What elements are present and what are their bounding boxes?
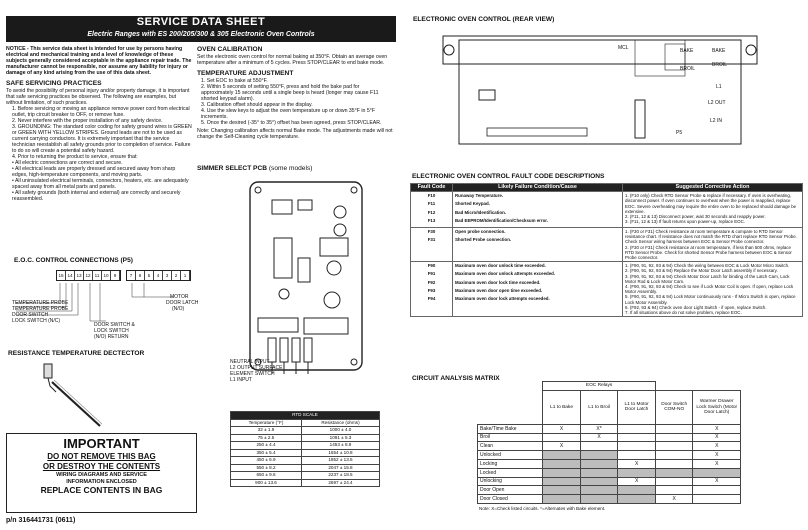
matrix-column-header: L1 to Bake bbox=[543, 390, 581, 424]
matrix-row-label: Locking bbox=[478, 459, 543, 468]
matrix-cell bbox=[543, 433, 581, 442]
matrix-corner bbox=[478, 390, 543, 424]
important-box bbox=[6, 433, 197, 513]
connector-pin: 14 bbox=[66, 271, 75, 280]
fault-cause: Runaway Temperature. bbox=[455, 193, 503, 199]
rtd-probe-drawing bbox=[40, 360, 120, 430]
fault-action: 2. (F30 or F31) Check resistance at room temperature, if less than 500 ohms, replace RTD Sensor Probe. Check for shorted Sensor Probe harness between EOC & Sensor Probe connector. bbox=[625, 244, 792, 261]
no-label: (N/O) bbox=[172, 306, 185, 312]
fault-cause: Maximum oven door unlock time exceeded. bbox=[455, 263, 546, 269]
fault-action: 1. (F30 or F31) Check resistance at room temperature & compare to RTD Sensor resistance chart. If resistance does not match the RTD chart replace RTD Sensor Probe. Check Sensor wiring harness between EOC & Sensor Probe connector. bbox=[625, 229, 797, 245]
matrix-cell: X bbox=[543, 442, 581, 451]
simmer-title bbox=[197, 165, 312, 173]
matrix-column-header: Door Switch COM-NO bbox=[655, 390, 693, 424]
matrix-cell: X bbox=[618, 459, 656, 468]
matrix-cell bbox=[655, 433, 693, 442]
important-line4: INFORMATION ENCLOSED bbox=[66, 478, 137, 485]
matrix-cell: X bbox=[655, 495, 693, 504]
safe-item: 4. Prior to returning the product to service, ensure that: bbox=[12, 154, 138, 160]
matrix-cell: X bbox=[618, 477, 656, 486]
rtd-row bbox=[231, 479, 380, 487]
eoc-connections-title: E.O.C. CONTROL CONNECTIONS (P5) bbox=[14, 257, 133, 264]
matrix-cell bbox=[655, 451, 693, 460]
matrix-row-label: Unlocking bbox=[478, 477, 543, 486]
matrix-row-label: Door Open bbox=[478, 486, 543, 495]
connector-pin: 3 bbox=[163, 271, 172, 280]
matrix-cell: X* bbox=[580, 424, 618, 433]
matrix-row bbox=[478, 495, 741, 504]
sheet-title: SERVICE DATA SHEET bbox=[136, 16, 266, 28]
matrix-cell bbox=[543, 459, 581, 468]
temp-adjust-items bbox=[197, 78, 393, 126]
fault-causes-cell bbox=[453, 192, 623, 228]
fault-group-row bbox=[411, 192, 803, 228]
matrix-row-label: Bake/Time Bake bbox=[478, 424, 543, 433]
matrix-cell bbox=[543, 477, 581, 486]
rtd-res-cell: 1091 ± 5.3 bbox=[302, 434, 380, 442]
matrix-cell bbox=[693, 468, 741, 477]
connector-pin: 1 bbox=[181, 271, 190, 280]
matrix-cell bbox=[580, 442, 618, 451]
matrix-group-header-row bbox=[478, 382, 741, 391]
rtd-row bbox=[231, 457, 380, 465]
eoc-connector-right bbox=[126, 270, 191, 281]
matrix-cell: X bbox=[693, 442, 741, 451]
connector-pin: 13 bbox=[75, 271, 84, 280]
notice-block bbox=[6, 46, 192, 202]
fault-cause: Shorted Probe connection. bbox=[455, 237, 512, 243]
lock-switch-label: LOCK SWITCH (N/C) bbox=[12, 318, 61, 324]
fault-cause: Shorted Keypad. bbox=[455, 201, 490, 207]
door-switch-2-label: DOOR SWITCH & bbox=[94, 322, 135, 328]
rtd-scale-title: RTD SCALE bbox=[231, 412, 380, 420]
matrix-cell bbox=[693, 486, 741, 495]
rtd-res-cell: 2047 ± 15.8 bbox=[302, 464, 380, 472]
connector-pin: 9 bbox=[111, 271, 120, 280]
fault-action: 7. If all situations above do not solve problem, replace EOC. bbox=[625, 310, 742, 316]
temp-adjust-note: Note: Changing calibration affects normal Bake mode. The adjustments made will not change the Self-Cleaning cycle temperature. bbox=[197, 128, 393, 140]
fault-cause: Open probe connection. bbox=[455, 229, 506, 235]
rtd-scale-table bbox=[230, 411, 380, 487]
fault-action: 2. (F11, 12 & 13) Disconnect power, wait 30 seconds and reapply power. bbox=[625, 214, 766, 220]
fault-code: F13 bbox=[427, 217, 436, 223]
circuit-matrix-table bbox=[477, 381, 741, 504]
matrix-cell bbox=[580, 477, 618, 486]
fault-code: F11 bbox=[427, 201, 436, 207]
matrix-cell bbox=[580, 451, 618, 460]
matrix-row bbox=[478, 459, 741, 468]
fault-body bbox=[411, 192, 803, 317]
matrix-row-label: Unlocked bbox=[478, 451, 543, 460]
mcl-label: MCL bbox=[618, 45, 629, 51]
matrix-spacer bbox=[693, 382, 741, 391]
rtd-res-cell: 1654 ± 10.8 bbox=[302, 449, 380, 457]
rtd-row bbox=[231, 464, 380, 472]
fault-action: 1. (F90, 91, 92, 93 & 94) Check the wiring between EOC & Lock Motor Micro Switch. bbox=[625, 263, 790, 269]
eoc-rear-title: ELECTRONIC OVEN CONTROL (REAR VIEW) bbox=[413, 16, 555, 23]
rtd-temp-cell: 900 ± 13.6 bbox=[231, 479, 302, 487]
fault-group-row bbox=[411, 262, 803, 317]
notice-label: NOTICE - bbox=[6, 46, 29, 52]
fault-code: F10 bbox=[427, 193, 436, 199]
fault-cause: Bad EEPROM/Identification/Checksum error. bbox=[455, 217, 548, 223]
rtd-res-cell: 2697 ± 24.4 bbox=[302, 479, 380, 487]
broil-term-label: BROIL bbox=[712, 62, 728, 68]
important-line3: WIRING DIAGRAMS AND SERVICE bbox=[56, 472, 147, 478]
l1-label: L1 bbox=[716, 84, 722, 90]
fault-col-code: Fault Code bbox=[411, 184, 453, 192]
circuit-note: Note: X=Check listed circuits. *=Alternates with Bake element. bbox=[479, 506, 606, 511]
rtd-temp-cell: 450 ± 6.9 bbox=[231, 457, 302, 465]
temp-adjust-item: 4. Use the slew keys to adjust the oven temperature up or down 35°F in 5°F increments. bbox=[201, 108, 375, 120]
connector-pin: 12 bbox=[84, 271, 93, 280]
fault-code-table bbox=[410, 183, 803, 317]
connector-pin: 7 bbox=[127, 271, 136, 280]
circuit-matrix-body bbox=[478, 382, 741, 504]
p5-label: P5 bbox=[676, 130, 683, 136]
connector-pin: 4 bbox=[154, 271, 163, 280]
rtd-temp-cell: 75 ± 2.5 bbox=[231, 434, 302, 442]
eoc-connector-left bbox=[56, 270, 121, 281]
fault-causes-cell bbox=[453, 228, 623, 262]
l2-out-label: L2 OUT bbox=[708, 100, 726, 106]
matrix-row bbox=[478, 424, 741, 433]
matrix-cell bbox=[543, 495, 581, 504]
safe-item: 1. Before servicing or moving an appliance remove power cord from electrical outlet, trip circuit breaker to OFF, or remove fuse. bbox=[12, 106, 190, 118]
fault-code: F90 bbox=[427, 263, 436, 269]
rtd-row bbox=[231, 449, 380, 457]
matrix-row bbox=[478, 433, 741, 442]
fault-code: F92 bbox=[427, 279, 436, 285]
safe-items bbox=[6, 106, 192, 202]
fault-code: F94 bbox=[427, 296, 436, 302]
matrix-row-label: Clean bbox=[478, 442, 543, 451]
fault-cause: Maximum oven door unlock attempts exceeded. bbox=[455, 271, 556, 277]
matrix-row bbox=[478, 477, 741, 486]
matrix-row bbox=[478, 468, 741, 477]
safe-item: 3. GROUNDING: The standard color coding for safety ground wires is GREEN or GREEN WITH YELLOW STRIPES. Ground leads are not to be used as current carrying conductors. It is extremely important that the service technician reestablish all safety grounds prior to completion of service. Failure to do so will create a potential safety hazard. bbox=[12, 124, 192, 154]
connector-pin: 2 bbox=[172, 271, 181, 280]
matrix-cell: X bbox=[693, 477, 741, 486]
bake-term-label: BAKE bbox=[712, 48, 726, 54]
fault-actions-cell bbox=[623, 192, 803, 228]
safe-title: SAFE SERVICING PRACTICES bbox=[6, 80, 102, 87]
fault-cause: Maximum oven door open time exceeded. bbox=[455, 287, 543, 293]
fault-causes-cell bbox=[453, 262, 623, 317]
rtd-col-res: Resistance (ohms) bbox=[302, 419, 380, 427]
matrix-cell: X bbox=[543, 424, 581, 433]
fault-actions-cell bbox=[623, 262, 803, 317]
circuit-title: CIRCUIT ANALYSIS MATRIX bbox=[412, 375, 500, 382]
matrix-cell bbox=[618, 486, 656, 495]
matrix-row-label: Door Closed bbox=[478, 495, 543, 504]
fault-action: 5. (F90, 91, 92, 93 & 94) Lock Motor continuously runs - If Micro Switch is open, replace Lock Motor Assembly. bbox=[625, 294, 796, 305]
matrix-column-header-row bbox=[478, 390, 741, 424]
broil-label: BROIL bbox=[680, 66, 696, 72]
matrix-row-label: Locked bbox=[478, 468, 543, 477]
fault-codes-cell bbox=[411, 228, 453, 262]
important-line1: DO NOT REMOVE THIS BAG bbox=[47, 452, 156, 461]
fault-col-action: Suggested Corrective Action bbox=[623, 184, 803, 192]
rtd-temp-cell: 350 ± 5.4 bbox=[231, 449, 302, 457]
rtd-temp-cell: 250 ± 4.4 bbox=[231, 442, 302, 450]
rtd-col-temp: Temperature (°F) bbox=[231, 419, 302, 427]
notice-text: This service data sheet is intended for use by persons having electrical and mechanical training and a level of knowledge of these subjects generally considered acceptable in the appliance repair trade. The manufacturer cannot be responsible, nor assume any liability for injury or damage of any kind arising from the use of this data sheet. bbox=[6, 46, 192, 76]
rtd-row bbox=[231, 472, 380, 480]
fault-cause: Bad Micro/Identification. bbox=[455, 209, 506, 215]
connector-pin: 5 bbox=[145, 271, 154, 280]
calibration-text: Set the electronic oven control for normal baking at 350°F. Obtain an average oven temperature after a minimum of 5 cycles. Press STOP/CLEAR to end bake mode. bbox=[197, 54, 388, 66]
fault-code: F93 bbox=[427, 287, 436, 293]
fault-action: 4. (F90, 91, 92, 93 & 94) Check to see if Lock Motor Coil is open. If open, replace Lock Motor Assembly. bbox=[625, 284, 794, 295]
matrix-column-header: L1 to Broil bbox=[580, 390, 618, 424]
matrix-cell bbox=[580, 486, 618, 495]
safe-intro: To avoid the possibility of personal injury and/or property damage, it is important that safe servicing practices be observed. The following are examples, but without limitation, of such practices. bbox=[6, 88, 190, 106]
l2-output-label: L2 OUTPUT SURFACE bbox=[230, 365, 283, 371]
matrix-column-header: Warmer Drawer Lock Switch (Motor Door Latch) bbox=[693, 390, 741, 424]
fault-title: ELECTRONIC OVEN CONTROL FAULT CODE DESCRIPTIONS bbox=[412, 173, 605, 180]
rtd-row bbox=[231, 434, 380, 442]
probe-label-2: TEMPERATURE PROBE bbox=[12, 306, 69, 312]
fault-action: 3. (F90, 91, 92, 93 & 94) Check Motor Door Latch for binding of the Latch Cam, Lock Motor Rod & Lock Motor Cam. bbox=[625, 273, 790, 284]
fault-code: F30 bbox=[427, 229, 436, 235]
rtd-res-cell: 1000 ± 4.0 bbox=[302, 427, 380, 435]
rtd-scale-body bbox=[231, 427, 380, 487]
matrix-cell bbox=[618, 433, 656, 442]
safe-item: • All electric connections are correct and secure. bbox=[12, 160, 123, 166]
matrix-row-label: Broil bbox=[478, 433, 543, 442]
fault-cause: Maximum oven door lock attempts exceeded. bbox=[455, 296, 550, 302]
fault-action: 1. (F10 only) Check RTD Sensor Probe & replace if necessary. If oven is overheating, disconnect power. If oven continues to overheat when the power is reapplied, replace EOC. Severe overheating may require the entire oven to be replaced should damage be extensive. bbox=[625, 193, 797, 214]
matrix-cell bbox=[618, 468, 656, 477]
matrix-row bbox=[478, 442, 741, 451]
header-banner bbox=[6, 16, 396, 42]
matrix-cell: X bbox=[580, 433, 618, 442]
rtd-res-cell: 2237 ± 18.5 bbox=[302, 472, 380, 480]
safe-item: • All electrical leads are properly dressed and secured away from sharp edges, high-temperature components, and moving parts. bbox=[12, 166, 176, 178]
matrix-spacer bbox=[655, 382, 693, 391]
simmer-label-list bbox=[230, 359, 282, 383]
fault-cause: Maximum oven door lock time exceeded. bbox=[455, 279, 541, 285]
matrix-cell bbox=[655, 424, 693, 433]
matrix-cell bbox=[543, 468, 581, 477]
door-switch-label: DOOR SWITCH bbox=[12, 312, 49, 318]
matrix-cell: X bbox=[693, 451, 741, 460]
simmer-title-suffix: (some models) bbox=[268, 165, 313, 172]
matrix-cell bbox=[618, 442, 656, 451]
matrix-cell bbox=[580, 468, 618, 477]
fault-codes-cell bbox=[411, 262, 453, 317]
safe-item: • All uninsulated electrical terminals, connectors, heaters, etc. are adequately spaced away from all metal parts and panels. bbox=[12, 178, 189, 190]
part-number: p/n 316441731 (0611) bbox=[6, 517, 76, 524]
rtd-row bbox=[231, 442, 380, 450]
important-line2: OR DESTROY THE CONTENTS bbox=[42, 462, 161, 471]
matrix-column-header: L1 to Motor Door Latch bbox=[618, 390, 656, 424]
important-line5: REPLACE CONTENTS IN BAG bbox=[40, 485, 163, 495]
fault-action: 3. (F11, 12 & 13) If fault returns upon power-up, replace EOC. bbox=[625, 219, 745, 225]
rtd-temp-cell: 650 ± 9.6 bbox=[231, 472, 302, 480]
fault-code: F91 bbox=[427, 271, 436, 277]
fault-group-row bbox=[411, 228, 803, 262]
fault-action: 2. (F90, 91, 92, 93 & 94) Replace the Motor Door Latch assembly if necessary. bbox=[625, 268, 778, 274]
return-label: (N/O) RETURN bbox=[94, 334, 129, 340]
temp-adjust-item: 1. Set EOC to bake at 550°F. bbox=[201, 78, 268, 84]
safe-item: • All safety grounds (both internal and external) are correctly and securely reassembled. bbox=[12, 190, 181, 202]
simmer-title-text: SIMMER SELECT PCB bbox=[197, 165, 267, 172]
lock-switch-2-label: LOCK SWITCH bbox=[94, 328, 129, 334]
matrix-cell bbox=[618, 495, 656, 504]
safe-item: 2. Never interfere with the proper installation of any safety device. bbox=[12, 118, 163, 124]
matrix-cell bbox=[580, 459, 618, 468]
simmer-pcb-drawing bbox=[228, 178, 396, 378]
matrix-row bbox=[478, 486, 741, 495]
motor-label: MOTOR bbox=[170, 294, 189, 300]
matrix-cell bbox=[655, 468, 693, 477]
connector-pin: 10 bbox=[102, 271, 111, 280]
matrix-cell bbox=[580, 495, 618, 504]
matrix-cell bbox=[655, 486, 693, 495]
connector-pin: 11 bbox=[93, 271, 102, 280]
matrix-cell bbox=[655, 477, 693, 486]
rtd-temp-cell: 550 ± 8.2 bbox=[231, 464, 302, 472]
matrix-cell: X bbox=[693, 459, 741, 468]
fault-action: 6. (F92, 93 & 94) Check oven door Light Switch - if open, replace Switch. bbox=[625, 304, 767, 310]
fault-code: F31 bbox=[427, 237, 436, 243]
bake-label: BAKE bbox=[680, 48, 694, 54]
rtd-res-cell: 1453 ± 8.9 bbox=[302, 442, 380, 450]
connector-pin: 15 bbox=[57, 271, 66, 280]
sheet-subtitle: Electric Ranges with ES 200/205/300 & 305 Electronic Oven Controls bbox=[87, 31, 315, 38]
matrix-cell bbox=[618, 424, 656, 433]
matrix-cell bbox=[693, 495, 741, 504]
fault-codes-cell bbox=[411, 192, 453, 228]
matrix-cell bbox=[543, 486, 581, 495]
rtd-title: RESISTANCE TEMPERATURE DECTECTOR bbox=[8, 350, 145, 357]
matrix-cell bbox=[543, 451, 581, 460]
rtd-res-cell: 1852 ± 13.5 bbox=[302, 457, 380, 465]
element-switch-label: ELEMENT SWITCH bbox=[230, 371, 275, 377]
matrix-cell bbox=[655, 442, 693, 451]
matrix-row bbox=[478, 451, 741, 460]
temp-adjust-item: 3. Calibration offset should appear in the display. bbox=[201, 102, 313, 108]
connector-pin: 6 bbox=[136, 271, 145, 280]
temp-adjust-item: 2. Within 5 seconds of setting 550°F, press and hold the bake pad for approximately 15 seconds until a single beep is heard (longer may cause F11 shorted keypad alarm). bbox=[201, 84, 379, 102]
calibration-block bbox=[197, 46, 393, 140]
fault-code: F12 bbox=[427, 209, 436, 215]
matrix-cell bbox=[618, 451, 656, 460]
important-title: IMPORTANT bbox=[63, 436, 140, 451]
matrix-group-label: EOC Relays bbox=[543, 382, 656, 391]
l2-in-label: L2 IN bbox=[710, 118, 722, 124]
l1-input-label: L1 INPUT bbox=[230, 377, 252, 383]
probe-label-1: TEMPERATURE PROBE bbox=[12, 300, 69, 306]
temp-adjust-item: 5. Once the desired (-35° to 35°) offset has been agreed, press STOP/CLEAR. bbox=[201, 120, 382, 126]
rtd-row bbox=[231, 427, 380, 435]
matrix-cell: X bbox=[693, 433, 741, 442]
matrix-corner bbox=[478, 382, 543, 391]
fault-col-cause: Likely Failure Condition/Cause bbox=[453, 184, 623, 192]
door-latch-label: DOOR LATCH bbox=[166, 300, 199, 306]
rtd-temp-cell: 32 ± 1.9 bbox=[231, 427, 302, 435]
temp-adjust-title: TEMPERATURE ADJUSTMENT bbox=[197, 70, 294, 77]
neutral-input-label: NEUTRAL INPUT bbox=[230, 359, 270, 365]
matrix-cell: X bbox=[693, 424, 741, 433]
matrix-cell bbox=[655, 459, 693, 468]
fault-actions-cell bbox=[623, 228, 803, 262]
calibration-title: OVEN CALIBRATION bbox=[197, 46, 263, 53]
